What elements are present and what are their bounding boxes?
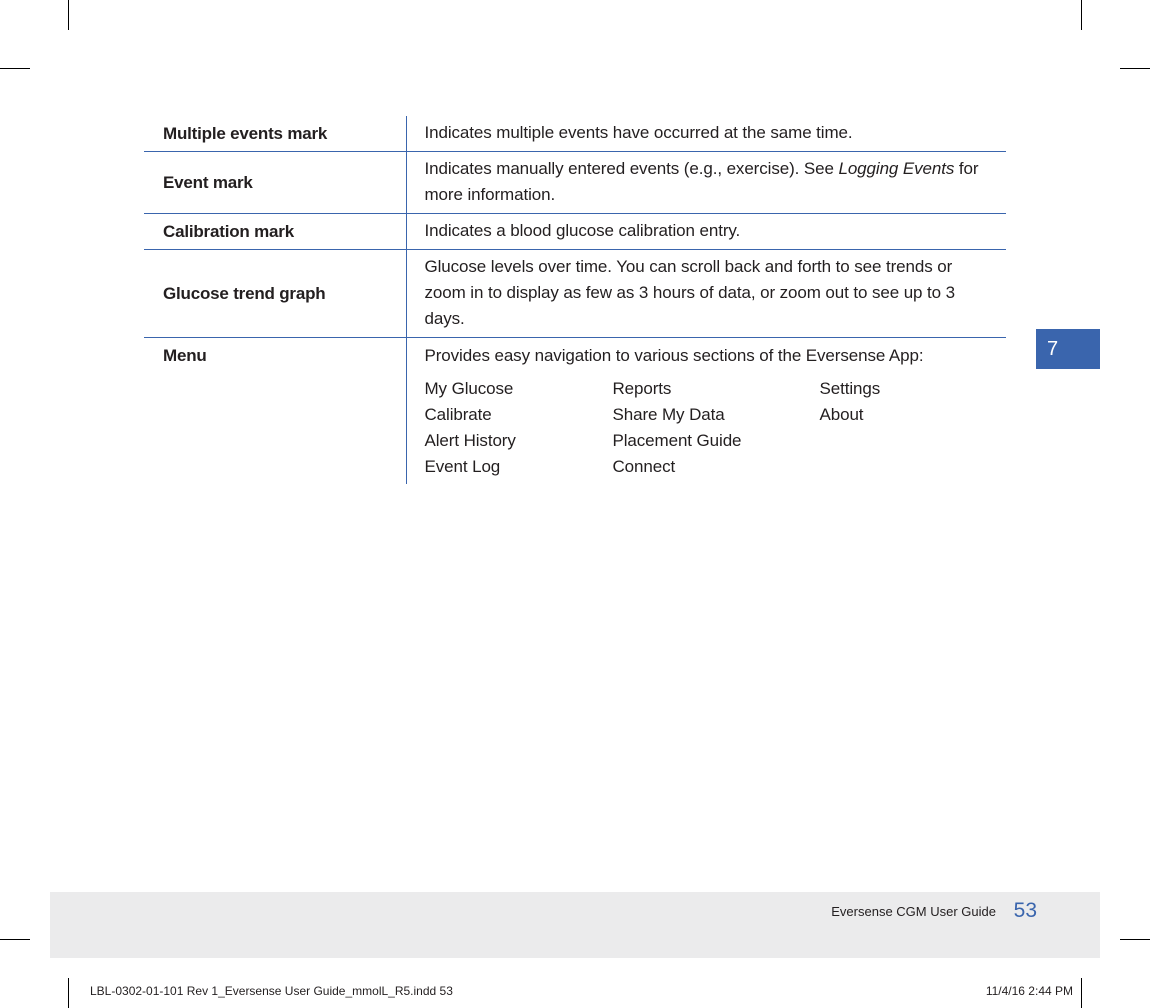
menu-item: Reports [612, 379, 672, 398]
menu-list [425, 376, 1007, 480]
menu-item: Share My Data [612, 405, 725, 424]
cross-reference-link[interactable]: Logging Events [838, 159, 955, 178]
menu-item: Settings [819, 379, 881, 398]
term-cell: Event mark [144, 152, 406, 214]
description-text: Indicates manually entered events (e.g., exercise). See [424, 159, 839, 178]
description-cell: Indicates multiple events have occurred at the same time. [424, 123, 853, 142]
menu-column [820, 376, 1000, 480]
description-cell [406, 338, 1006, 485]
menu-column [425, 376, 613, 480]
menu-item: Event Log [424, 457, 501, 476]
page-number: 53 [1013, 899, 1037, 922]
print-slug-timestamp: 11/4/16 2:44 PM [985, 984, 1073, 998]
menu-item: Connect [612, 457, 676, 476]
table-row [144, 152, 1006, 214]
menu-column [613, 376, 820, 480]
crop-mark [68, 0, 69, 30]
menu-item: My Glucose [424, 379, 514, 398]
menu-item: Calibrate [424, 405, 492, 424]
crop-mark [1081, 0, 1082, 30]
description-text: Provides easy navigation to various sections of the Eversense App: [424, 346, 924, 365]
guide-title: Eversense CGM User Guide [831, 904, 996, 919]
description-cell: Indicates a blood glucose calibration entry. [406, 214, 1006, 250]
menu-item: Placement Guide [612, 431, 742, 450]
term-cell: Glucose trend graph [144, 250, 406, 338]
crop-mark [1120, 939, 1150, 940]
crop-mark [68, 978, 69, 1008]
term-cell: Multiple events mark [144, 116, 406, 152]
term-cell: Menu [144, 338, 406, 485]
menu-item: Alert History [424, 431, 516, 450]
print-slug-file: LBL-0302-01-101 Rev 1_Eversense User Guide_mmolL_R5.indd 53 [90, 984, 453, 998]
description-cell [406, 152, 1006, 214]
description-text: for more information. [424, 159, 979, 204]
crop-mark [0, 68, 30, 69]
table-row [144, 116, 1006, 152]
crop-mark [1081, 978, 1082, 1008]
description-cell: Glucose levels over time. You can scroll back and forth to see trends or zoom in to display as few as 3 hours of data, or zoom out to see up to 3 days. [406, 250, 1006, 338]
menu-item: About [819, 405, 864, 424]
term-cell: Calibration mark [144, 214, 406, 250]
table-row [144, 250, 1006, 338]
page-footer [50, 892, 1100, 958]
crop-mark [0, 939, 30, 940]
table-row [144, 338, 1006, 485]
chapter-tab: 7 [1036, 329, 1100, 369]
crop-mark [1120, 68, 1150, 69]
table-row [144, 214, 1006, 250]
definition-table [144, 116, 1006, 484]
